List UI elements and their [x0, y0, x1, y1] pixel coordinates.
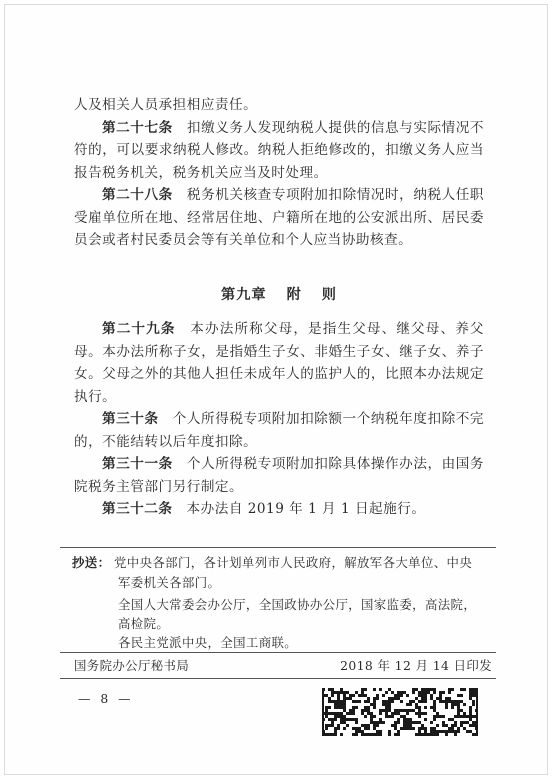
- body-text-top: [74, 94, 484, 252]
- cc-recipients-cont: 高检院。: [118, 616, 170, 631]
- article-28: [74, 184, 484, 252]
- cc-label: 抄送：: [72, 555, 111, 570]
- issue-date: 2018 年 12 月 14 日印发: [340, 658, 492, 673]
- cc-recipients: 各民主党派中央，全国工商联。: [118, 635, 298, 650]
- barcode-image: [322, 688, 478, 736]
- article-27: [74, 117, 484, 185]
- article-body: 本办法所称父母，是指生父母、继父母、养父母。本办法所称子女，是指婚生子女、非婚生子女、继子女、养子女。父母之外的其他人担任未成年人的监护人的，比照本办法规定执行。: [74, 321, 485, 405]
- article-32: [74, 498, 484, 521]
- article-body: 个人所得税专项附加扣除具体操作办法，由国务院税务主管部门另行制定。: [74, 456, 485, 495]
- article-heading: 第二十八条: [102, 187, 173, 203]
- chapter-name-char-2: 则: [321, 287, 337, 303]
- paragraph: 人及相关人员承担相应责任。: [74, 97, 258, 113]
- divider-line: [60, 547, 496, 548]
- article-heading: 第二十七条: [102, 119, 173, 136]
- divider-line: [60, 652, 496, 653]
- cc-recipients: 党中央各部门，各计划单列市人民政府，解放军各大单位、中央: [114, 555, 473, 570]
- article-body: 个人所得税专项附加扣除额一个纳税年度扣除不完的，不能结转以后年度扣除。: [74, 411, 485, 450]
- cc-recipients: 全国人大常委会办公厅，全国政协办公厅，国家监委，高法院，: [118, 597, 477, 612]
- chapter-title: [74, 284, 484, 306]
- article-heading: 第三十一条: [102, 456, 173, 472]
- cc-row: [72, 553, 492, 572]
- article-body: 税务机关核查专项附加扣除情况时，纳税人任职受雇单位所在地、经常居住地、户籍所在地的公安派出所、居民委员会或者村民委员会等有关单位和个人应当协助核查。: [74, 187, 485, 248]
- article-heading: 第二十九条: [102, 321, 176, 337]
- article-body: 本办法自 2019 年 1 月 1 日起施行。: [172, 501, 426, 517]
- issuer: 国务院办公厅秘书局: [74, 658, 190, 673]
- article-29: [74, 318, 484, 408]
- article-heading: 第三十条: [102, 411, 159, 427]
- article-heading: 第三十二条: [102, 501, 173, 517]
- chapter-number: 第九章: [221, 287, 267, 303]
- article-body: 扣缴义务人发现纳税人提供的信息与实际情况不符的，可以要求纳税人修改。纳税人拒绝修改的，扣缴义务人应当报告税务机关，税务机关应当及时处理。: [74, 119, 485, 181]
- chapter-name-char-1: 附: [286, 287, 302, 303]
- article-30: [74, 408, 484, 453]
- body-text-bottom: [74, 318, 484, 521]
- divider-line: [60, 678, 496, 679]
- page-number: — 8 —: [78, 691, 134, 706]
- article-31: [74, 453, 484, 498]
- cc-recipients-cont: 军委机关各部门。: [118, 575, 221, 590]
